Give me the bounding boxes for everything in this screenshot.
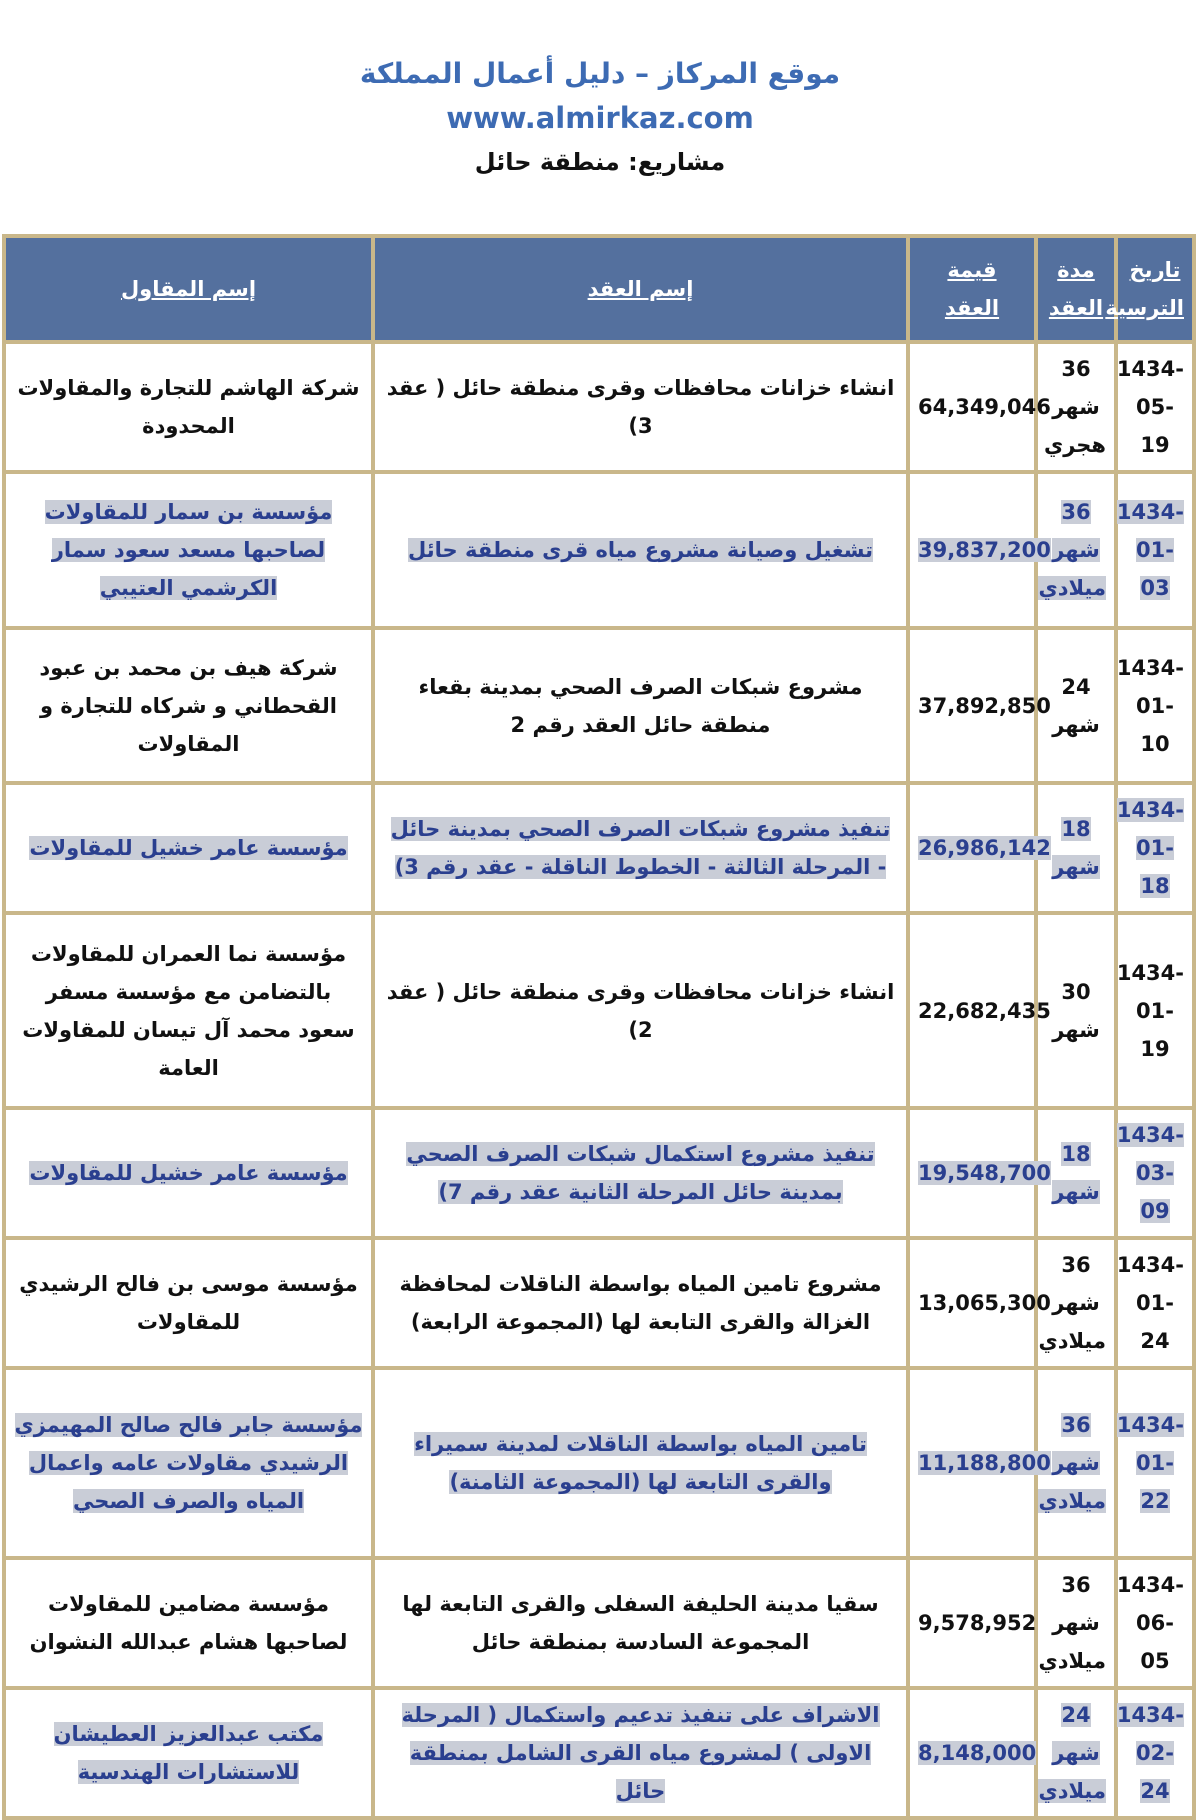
- cell-date-text: 1434-05-19: [1116, 357, 1184, 457]
- cell-date: [1116, 1238, 1194, 1368]
- cell-contract: [373, 342, 908, 472]
- cell-value-text: 19,548,700: [918, 1161, 1051, 1185]
- table-row: [4, 1558, 1194, 1688]
- cell-contract: [373, 1108, 908, 1238]
- cell-date: [1116, 1558, 1194, 1688]
- table-row: [4, 783, 1194, 913]
- cell-contract: [373, 1238, 908, 1368]
- cell-date-text: 1434-01-03: [1116, 500, 1184, 600]
- cell-contractor: [4, 1238, 373, 1368]
- cell-duration-text: 24 شهر ميلادي: [1038, 1703, 1106, 1803]
- cell-date: [1116, 1108, 1194, 1238]
- cell-date-text: 1434-01-24: [1116, 1253, 1184, 1353]
- cell-contract-text: الاشراف على تنفيذ تدعيم واستكمال ( المرحلة الاولى ) لمشروع مياه القرى الشامل بمنطقة حائل: [401, 1703, 880, 1803]
- cell-date: [1116, 913, 1194, 1108]
- cell-contract-text: تشغيل وصيانة مشروع مياه قرى منطقة حائل: [408, 538, 873, 562]
- cell-contractor-text: شركة الهاشم للتجارة والمقاولات المحدودة: [17, 376, 360, 438]
- cell-contract-text: تنفيذ مشروع شبكات الصرف الصحي بمدينة حائل - المرحلة الثالثة - الخطوط الناقلة - عقد رقم 3): [390, 817, 891, 879]
- cell-contractor: [4, 1558, 373, 1688]
- cell-value-text: 22,682,435: [918, 998, 1051, 1023]
- cell-value-text: 64,349,046: [918, 395, 1051, 419]
- cell-contractor-text: مؤسسة بن سمار للمقاولات لصاحبها مسعد سعود سمار الكرشمي العتيبي: [44, 500, 333, 600]
- cell-duration-text: 24 شهر: [1052, 674, 1100, 737]
- cell-contract-text: سقيا مدينة الحليفة السفلى والقرى التابعة لها المجموعة السادسة بمنطقة حائل: [402, 1592, 879, 1654]
- contracts-table: [2, 234, 1196, 1820]
- table-row: [4, 1108, 1194, 1238]
- cell-date-text: 1434-01-18: [1116, 798, 1184, 898]
- cell-duration: [1036, 1558, 1116, 1688]
- cell-contract: [373, 628, 908, 783]
- cell-value: [908, 1238, 1051, 1368]
- cell-contractor-text: مؤسسة عامر خشيل للمقاولات: [29, 1161, 348, 1185]
- cell-value-text: 11,188,800: [918, 1451, 1051, 1475]
- cell-value-text: 9,578,952: [918, 1611, 1037, 1635]
- cell-contract: [373, 1558, 908, 1688]
- cell-duration-text: 36 شهر هجري: [1043, 357, 1106, 457]
- cell-contract-text: مشروع تامين المياه بواسطة الناقلات لمحافظة الغزالة والقرى التابعة لها (المجموعة الرابعة): [399, 1272, 882, 1334]
- cell-duration-text: 18 شهر: [1052, 817, 1100, 879]
- cell-value: [908, 628, 1051, 783]
- cell-contractor-text: مؤسسة موسى بن فالح الرشيدي للمقاولات: [19, 1272, 358, 1334]
- table-row: [4, 342, 1194, 472]
- cell-contractor-text: مؤسسة عامر خشيل للمقاولات: [29, 836, 348, 860]
- cell-date-text: 1434-06-05: [1116, 1573, 1184, 1673]
- cell-contractor-text: مؤسسة نما العمران للمقاولات بالتضامن مع مؤسسة مسفر سعود محمد آل تيسان للمقاولات العامة: [22, 941, 355, 1080]
- cell-duration-text: 18 شهر: [1052, 1142, 1100, 1204]
- cell-duration-text: 30 شهر: [1052, 979, 1100, 1042]
- table-row: [4, 628, 1194, 783]
- cell-duration-text: 36 شهر ميلادي: [1038, 500, 1106, 600]
- cell-value-text: 26,986,142: [918, 836, 1051, 860]
- region-title: مشاريع: منطقة حائل: [474, 148, 726, 176]
- cell-value: [908, 1368, 1051, 1558]
- cell-contractor: [4, 1368, 373, 1558]
- cell-value: [908, 783, 1051, 913]
- table-row: [4, 1368, 1194, 1558]
- table-row: [4, 1238, 1194, 1368]
- table-row: [4, 472, 1194, 628]
- cell-value: [908, 472, 1051, 628]
- table-row: [4, 913, 1194, 1108]
- cell-contract-text: انشاء خزانات محافظات وقرى منطقة حائل ( عقد 3): [386, 376, 895, 438]
- cell-contract-text: انشاء خزانات محافظات وقرى منطقة حائل ( عقد 2): [386, 979, 895, 1042]
- site-title: موقع المركاز – دليل أعمال المملكة: [359, 57, 841, 90]
- cell-contractor-text: مكتب عبدالعزيز العطيشان للاستشارات الهندسية: [53, 1722, 324, 1784]
- cell-contract: [373, 472, 908, 628]
- cell-value: [908, 913, 1051, 1108]
- site-url[interactable]: www.almirkaz.com: [446, 101, 754, 135]
- cell-duration-text: 36 شهر ميلادي: [1038, 1413, 1106, 1513]
- col-header-contractor: إسم المقاول: [4, 236, 373, 342]
- table-header-row: [4, 236, 1194, 342]
- cell-value-text: 39,837,200: [918, 538, 1051, 562]
- cell-contractor: [4, 1108, 373, 1238]
- cell-value: [908, 342, 1051, 472]
- cell-contractor: [4, 783, 373, 913]
- cell-value-text: 37,892,850: [918, 693, 1051, 718]
- cell-contract: [373, 913, 908, 1108]
- cell-date-text: 1434-03-09: [1116, 1123, 1184, 1223]
- cell-date: [1116, 1368, 1194, 1558]
- cell-contractor: [4, 342, 373, 472]
- cell-value: [908, 1108, 1051, 1238]
- cell-contract-text: تنفيذ مشروع استكمال شبكات الصرف الصحي بمدينة حائل المرحلة الثانية عقد رقم 7): [406, 1142, 875, 1204]
- cell-value: [908, 1558, 1036, 1688]
- cell-contractor-text: مؤسسة جابر فالح صالح المهيمزي الرشيدي مقاولات عامه واعمال المياه والصرف الصحي: [14, 1413, 363, 1513]
- cell-value-text: 13,065,300: [918, 1291, 1051, 1315]
- cell-contractor: [4, 628, 373, 783]
- cell-contract: [373, 783, 908, 913]
- cell-contractor: [4, 913, 373, 1108]
- cell-contractor-text: مؤسسة مضامين للمقاولات لصاحبها هشام عبدالله النشوان: [29, 1592, 348, 1654]
- cell-contract-text: تامين المياه بواسطة الناقلات لمدينة سميراء والقرى التابعة لها (المجموعة الثامنة): [414, 1432, 867, 1494]
- cell-date: [1116, 342, 1194, 472]
- cell-date-text: 1434-01-10: [1116, 655, 1184, 756]
- table-body: [4, 342, 1194, 1818]
- col-header-contract: إسم العقد: [373, 236, 908, 342]
- cell-date: [1116, 628, 1194, 783]
- cell-date: [1116, 783, 1194, 913]
- col-header-date: تاريخ الترسية: [1116, 236, 1194, 342]
- cell-contract-text: مشروع شبكات الصرف الصحي بمدينة بقعاء منطقة حائل العقد رقم 2: [418, 674, 863, 737]
- cell-duration-text: 36 شهر ميلادي: [1038, 1573, 1106, 1673]
- cell-value-text: 8,148,000: [918, 1741, 1037, 1765]
- cell-contract: [373, 1368, 908, 1558]
- cell-date-text: 1434-01-19: [1116, 960, 1184, 1061]
- page-header: [0, 52, 1200, 184]
- col-header-value: قيمة العقد: [908, 236, 1036, 342]
- cell-date-text: 1434-01-22: [1116, 1413, 1184, 1513]
- cell-contractor: [4, 472, 373, 628]
- col-header-duration: مدة العقد: [1036, 236, 1116, 342]
- cell-date-text: 1434-02-24: [1116, 1703, 1184, 1803]
- cell-contractor-text: شركة هيف بن محمد بن عبود القحطاني و شركاه للتجارة و المقاولات: [39, 655, 338, 756]
- cell-duration-text: 36 شهر ميلادي: [1038, 1253, 1106, 1353]
- cell-date: [1116, 472, 1194, 628]
